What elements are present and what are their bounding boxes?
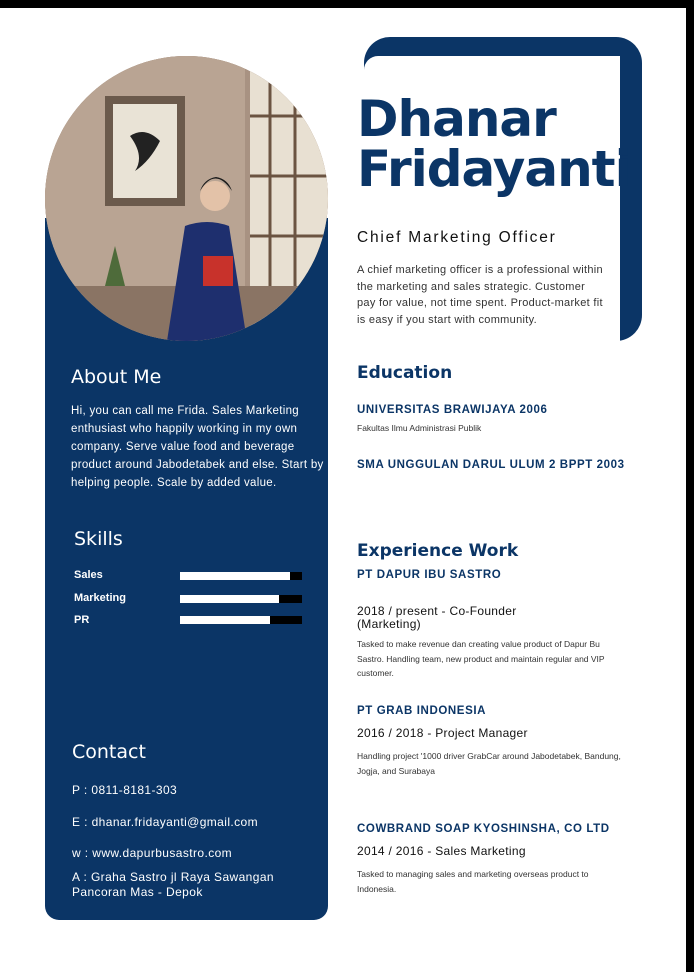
skill-bar-pr — [180, 616, 302, 624]
about-text: Hi, you can call me Frida. Sales Marketing enthusiast who happily working in my own company. Serve value food and beverage product around Jabodetabek and else. Start by helping people. Scale by added value. — [71, 405, 324, 489]
experience-company-3: COWBRAND SOAP KYOSHINSHA, CO LTD — [357, 823, 610, 835]
contact-heading: Contact — [72, 741, 146, 763]
contact-email[interactable]: E : dhanar.fridayanti@gmail.com — [72, 815, 258, 829]
skill-label-sales: Sales — [74, 569, 103, 581]
experience-role-2: 2016 / 2018 - Project Manager — [357, 726, 528, 740]
contact-address-line2: Pancoran Mas - Depok — [72, 885, 203, 899]
experience-heading: Experience Work — [357, 541, 519, 561]
experience-company-2: PT GRAB INDONESIA — [357, 705, 487, 717]
skill-fill-sales — [180, 572, 290, 580]
skill-bar-sales — [180, 572, 302, 580]
skill-bar-marketing — [180, 595, 302, 603]
education-heading: Education — [357, 363, 453, 383]
experience-description-1: Tasked to make revenue dan creating value product of Dapur Bu Sastro. Handling team, new product and maintain regular and VIP customer. — [357, 639, 605, 678]
resume-page — [0, 8, 686, 972]
experience-role-3: 2014 / 2016 - Sales Marketing — [357, 844, 526, 858]
about-heading: About Me — [71, 366, 162, 388]
experience-description-2: Handling project '1000 driver GrabCar around Jabodetabek, Bandung, Jogja, and Surabaya — [357, 751, 621, 776]
contact-address-line1: A : Graha Sastro jl Raya Sawangan — [72, 870, 274, 884]
job-title: Chief Marketing Officer — [357, 229, 557, 246]
photo-illustration — [45, 56, 328, 341]
summary-text: A chief marketing officer is a professional within the marketing and sales strategic. Customer pay for value, not time spent. Product-market fit is easy if you start with community. — [357, 264, 603, 326]
education-detail-1: Fakultas Ilmu Administrasi Publik — [357, 423, 482, 433]
experience-description-3: Tasked to managing sales and marketing overseas product to Indonesia. — [357, 869, 589, 894]
education-school-2: SMA UNGGULAN DARUL ULUM 2 BPPT 2003 — [357, 459, 625, 471]
skill-label-pr: PR — [74, 614, 90, 626]
first-name: Dhanar — [357, 90, 556, 148]
skill-label-marketing: Marketing — [74, 592, 126, 604]
experience-company-1: PT DAPUR IBU SASTRO — [357, 569, 502, 581]
contact-website[interactable]: w : www.dapurbusastro.com — [72, 846, 233, 860]
experience-role-1: 2018 / present - Co-Founder — [357, 604, 517, 618]
contact-phone: P : 0811-8181-303 — [72, 783, 178, 797]
experience-role-1b: (Marketing) — [357, 617, 421, 631]
profile-photo — [45, 56, 328, 341]
skills-heading: Skills — [74, 528, 123, 550]
education-school-1: UNIVERSITAS BRAWIJAYA 2006 — [357, 404, 548, 416]
skill-fill-marketing — [180, 595, 279, 603]
last-name: Fridayanti — [357, 140, 631, 198]
skill-fill-pr — [180, 616, 270, 624]
